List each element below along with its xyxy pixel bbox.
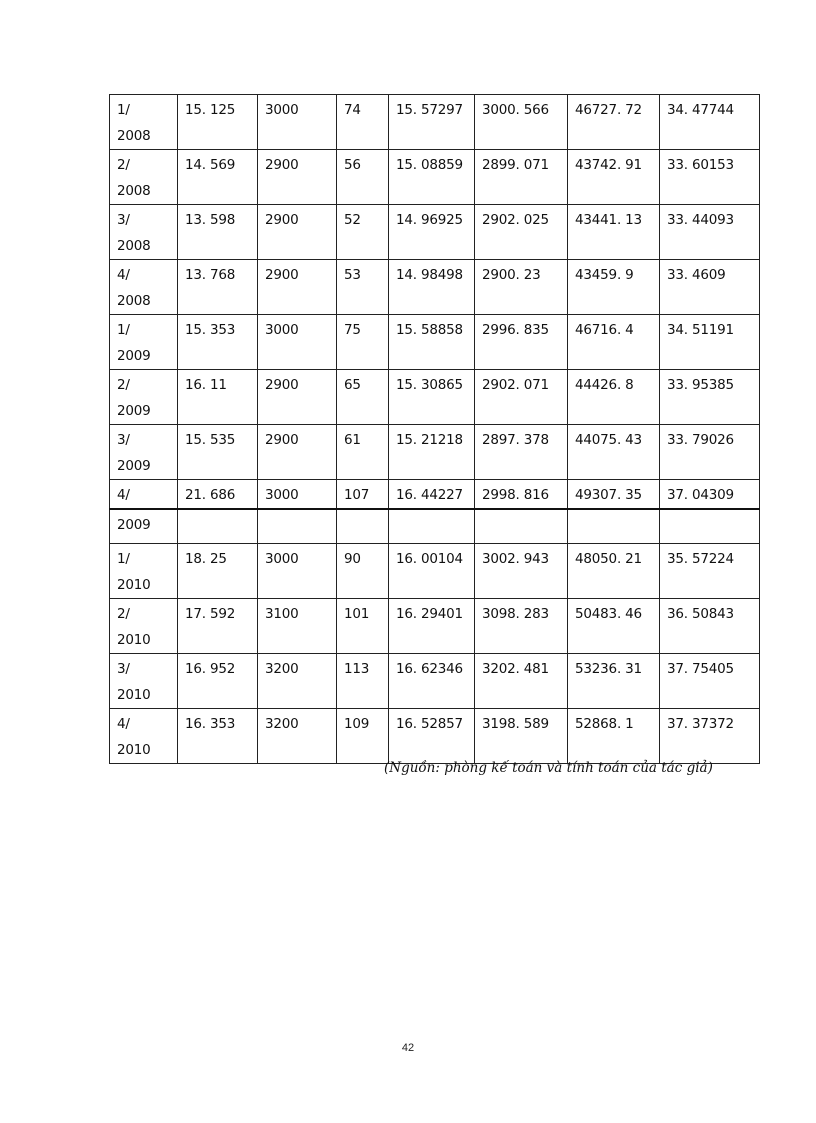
table-cell: 2902. 071 — [475, 370, 568, 425]
period-quarter: 2/ — [117, 377, 130, 393]
empty-cell — [568, 509, 660, 543]
table-cell: 15. 58858 — [389, 315, 475, 370]
table-cell: 53236. 31 — [568, 653, 660, 708]
table-row — [110, 708, 760, 763]
period-year: 2009 — [110, 509, 178, 543]
table-cell: 44075. 43 — [568, 425, 660, 480]
table-cell: 16. 44227 — [389, 480, 475, 510]
table-cell: 16. 11 — [178, 370, 258, 425]
table-cell: 50483. 46 — [568, 598, 660, 653]
period-cell — [110, 543, 178, 598]
table-cell: 3002. 943 — [475, 543, 568, 598]
table-cell: 2902. 025 — [475, 205, 568, 260]
table-cell: 107 — [337, 480, 389, 510]
period-year: 2008 — [117, 238, 151, 254]
table-cell: 37. 75405 — [660, 653, 760, 708]
table-cell: 43441. 13 — [568, 205, 660, 260]
period-year: 2010 — [117, 741, 151, 758]
period-year: 2009 — [117, 403, 151, 419]
period-quarter: 3/ — [117, 432, 130, 448]
table-cell: 56 — [337, 150, 389, 205]
table-cell: 46716. 4 — [568, 315, 660, 370]
table-body — [110, 95, 760, 764]
table-cell: 15. 30865 — [389, 370, 475, 425]
table-cell: 74 — [337, 95, 389, 150]
period-year: 2008 — [117, 293, 151, 309]
period-cell — [110, 598, 178, 653]
table-row — [110, 150, 760, 205]
table-cell: 37. 04309 — [660, 480, 760, 510]
table-cell: 2900 — [258, 205, 337, 260]
table-cell: 90 — [337, 543, 389, 598]
table-cell: 33. 79026 — [660, 425, 760, 480]
period-quarter: 2/ — [117, 605, 130, 622]
period-quarter: 3/ — [117, 660, 130, 677]
table-cell: 3000 — [258, 480, 337, 510]
table-cell: 21. 686 — [178, 480, 258, 510]
period-quarter: 3/ — [117, 212, 130, 228]
period-quarter: 4/ — [117, 267, 130, 283]
page-number: 42 — [401, 1042, 415, 1054]
period-cell — [110, 653, 178, 708]
table-cell: 35. 57224 — [660, 543, 760, 598]
table-row — [110, 205, 760, 260]
table-cell: 34. 47744 — [660, 95, 760, 150]
table-cell: 43459. 9 — [568, 260, 660, 315]
table-cell: 48050. 21 — [568, 543, 660, 598]
table-cell: 46727. 72 — [568, 95, 660, 150]
period-cell — [110, 425, 178, 480]
period-quarter: 4/ — [117, 715, 130, 732]
period-cell — [110, 315, 178, 370]
empty-cell — [258, 509, 337, 543]
table-cell: 16. 00104 — [389, 543, 475, 598]
table-cell: 3200 — [258, 653, 337, 708]
table-cell: 52868. 1 — [568, 708, 660, 763]
table-row — [110, 653, 760, 708]
period-year: 2008 — [117, 128, 151, 144]
table-cell: 3000 — [258, 315, 337, 370]
table-cell: 2996. 835 — [475, 315, 568, 370]
table-cell: 44426. 8 — [568, 370, 660, 425]
table-cell: 113 — [337, 653, 389, 708]
table-cell: 16. 52857 — [389, 708, 475, 763]
empty-cell — [337, 509, 389, 543]
source-note: (Nguồn: phòng kế toán và tính toán của tác giả) — [384, 760, 713, 776]
table-cell: 53 — [337, 260, 389, 315]
table-cell: 14. 96925 — [389, 205, 475, 260]
period-cell — [110, 95, 178, 150]
table-cell: 2900 — [258, 370, 337, 425]
data-table — [109, 94, 760, 764]
table-cell: 3100 — [258, 598, 337, 653]
period-cell — [110, 708, 178, 763]
table-cell: 3000 — [258, 543, 337, 598]
table-row — [110, 315, 760, 370]
table-cell: 52 — [337, 205, 389, 260]
period-cell — [110, 205, 178, 260]
table-cell: 17. 592 — [178, 598, 258, 653]
table-cell: 2998. 816 — [475, 480, 568, 510]
table-cell: 43742. 91 — [568, 150, 660, 205]
period-year: 2010 — [117, 576, 151, 593]
table-cell: 109 — [337, 708, 389, 763]
table-cell: 36. 50843 — [660, 598, 760, 653]
table-cell: 14. 98498 — [389, 260, 475, 315]
table-cell: 65 — [337, 370, 389, 425]
empty-cell — [178, 509, 258, 543]
table-cell: 3200 — [258, 708, 337, 763]
table-cell: 15. 57297 — [389, 95, 475, 150]
table-row — [110, 370, 760, 425]
period-cell — [110, 260, 178, 315]
period-year: 2010 — [117, 686, 151, 703]
table-cell: 13. 768 — [178, 260, 258, 315]
table-row — [110, 480, 760, 510]
period-year: 2009 — [117, 458, 151, 474]
empty-cell — [389, 509, 475, 543]
table-cell: 16. 353 — [178, 708, 258, 763]
period-quarter: 4/ — [110, 480, 178, 510]
table-cell: 34. 51191 — [660, 315, 760, 370]
table-row — [110, 95, 760, 150]
period-year: 2009 — [117, 348, 151, 364]
period-year: 2010 — [117, 631, 151, 648]
table-row-continuation — [110, 509, 760, 543]
empty-cell — [475, 509, 568, 543]
table-row — [110, 260, 760, 315]
period-quarter: 2/ — [117, 157, 130, 173]
table-cell: 2900 — [258, 150, 337, 205]
table-cell: 18. 25 — [178, 543, 258, 598]
table-cell: 3198. 589 — [475, 708, 568, 763]
period-quarter: 1/ — [117, 550, 130, 567]
period-quarter: 1/ — [117, 322, 130, 338]
table-cell: 13. 598 — [178, 205, 258, 260]
table-cell: 15. 353 — [178, 315, 258, 370]
table-cell: 2897. 378 — [475, 425, 568, 480]
table-cell: 15. 125 — [178, 95, 258, 150]
table-cell: 33. 95385 — [660, 370, 760, 425]
table-cell: 14. 569 — [178, 150, 258, 205]
table-row — [110, 425, 760, 480]
table-cell: 3000 — [258, 95, 337, 150]
table-cell: 16. 952 — [178, 653, 258, 708]
table-cell: 2899. 071 — [475, 150, 568, 205]
table-cell: 2900 — [258, 260, 337, 315]
empty-cell — [660, 509, 760, 543]
table-cell: 15. 21218 — [389, 425, 475, 480]
table-cell: 3098. 283 — [475, 598, 568, 653]
table-row — [110, 543, 760, 598]
table-cell: 33. 4609 — [660, 260, 760, 315]
table-cell: 2900 — [258, 425, 337, 480]
table-cell: 49307. 35 — [568, 480, 660, 510]
table-cell: 16. 29401 — [389, 598, 475, 653]
table-cell: 15. 08859 — [389, 150, 475, 205]
table-cell: 16. 62346 — [389, 653, 475, 708]
table-cell: 33. 60153 — [660, 150, 760, 205]
table-cell: 75 — [337, 315, 389, 370]
table-cell: 2900. 23 — [475, 260, 568, 315]
table-cell: 61 — [337, 425, 389, 480]
period-quarter: 1/ — [117, 102, 130, 118]
period-cell — [110, 150, 178, 205]
table-row — [110, 598, 760, 653]
table-cell: 15. 535 — [178, 425, 258, 480]
table-cell: 37. 37372 — [660, 708, 760, 763]
table-cell: 33. 44093 — [660, 205, 760, 260]
period-year: 2008 — [117, 183, 151, 199]
table-cell: 101 — [337, 598, 389, 653]
table-cell: 3202. 481 — [475, 653, 568, 708]
table-cell: 3000. 566 — [475, 95, 568, 150]
period-cell — [110, 370, 178, 425]
